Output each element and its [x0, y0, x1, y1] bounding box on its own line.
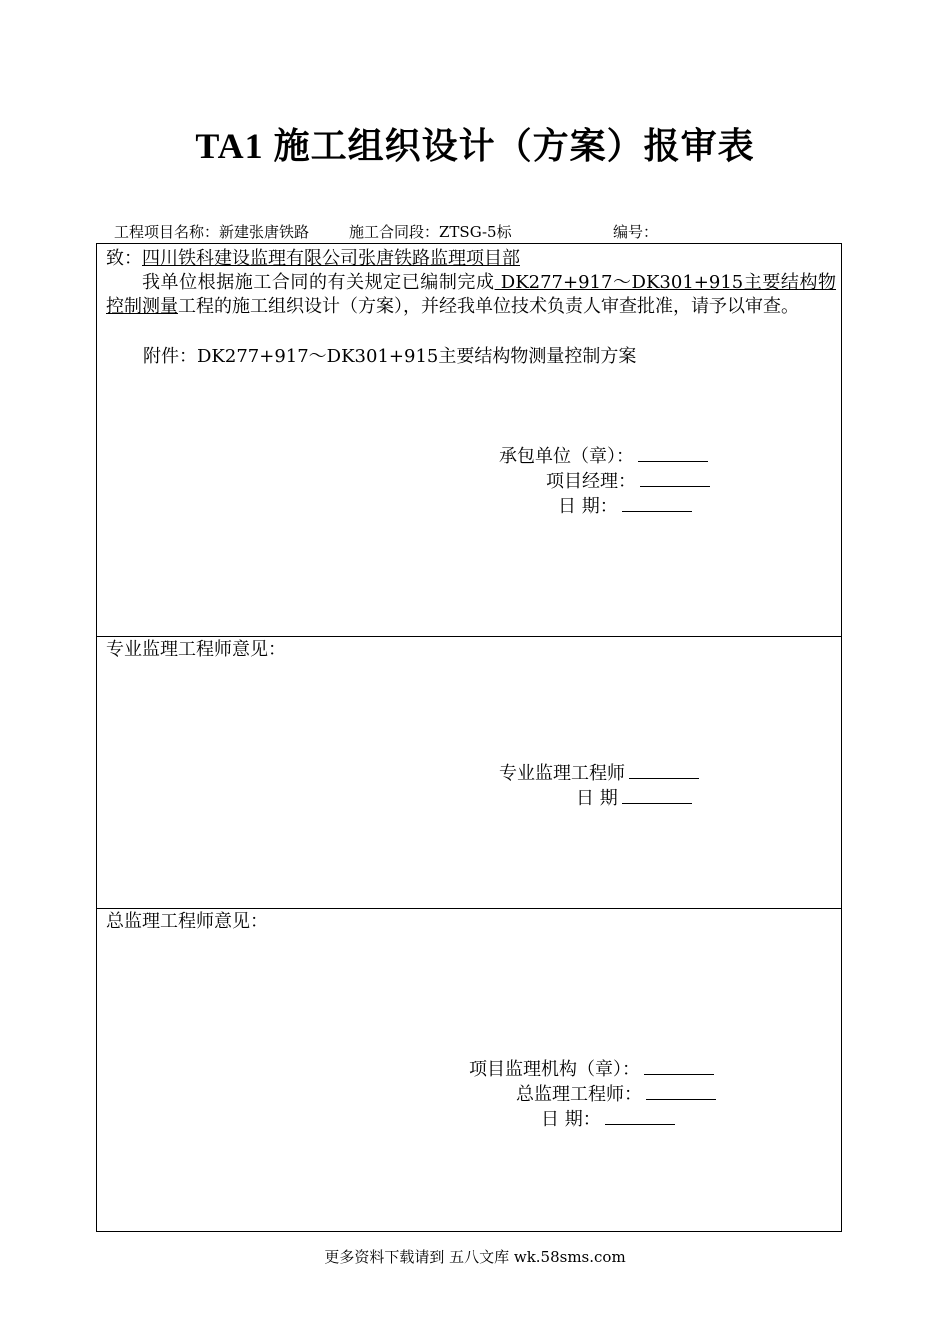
chief-date-blank — [605, 1110, 675, 1125]
specialist-signature — [499, 762, 699, 786]
addressee-line — [106, 247, 520, 271]
section-divider-2 — [97, 908, 841, 909]
org-blank — [644, 1060, 714, 1075]
contractor-date-label: 日 期： — [558, 496, 618, 517]
footer-note: 更多资料下载请到 五八文库 wk.58sms.com — [324, 1248, 626, 1266]
specialist-blank — [629, 764, 699, 779]
org-label: 项目监理机构（章）： — [469, 1059, 640, 1080]
contractor-signature — [499, 445, 708, 469]
chief-date-label: 日 期： — [541, 1109, 601, 1130]
specialist-date — [576, 787, 692, 811]
contract-section: 施工合同段：ZTSG-5标 — [349, 223, 512, 241]
org-signature — [469, 1058, 714, 1082]
chief-date — [541, 1108, 675, 1132]
manager-label: 项目经理： — [546, 471, 636, 492]
specialist-opinion-heading: 专业监理工程师意见： — [106, 639, 286, 660]
chief-signature — [516, 1083, 716, 1107]
number-label: 编号： — [613, 223, 659, 241]
contractor-date — [558, 495, 692, 519]
supervisor-company: 四川铁科建设监理有限公司张唐铁路监理项目部 — [142, 248, 520, 269]
contractor-label: 承包单位（章）： — [499, 446, 634, 467]
manager-blank — [640, 472, 710, 487]
attachment-line: 附件：DK277+917～DK301+915主要结构物测量控制方案 — [143, 346, 637, 367]
manager-signature — [546, 470, 710, 494]
chief-blank — [646, 1085, 716, 1100]
specialist-label: 专业监理工程师 — [499, 763, 625, 784]
specialist-date-label: 日 期 — [576, 788, 618, 809]
project-name: 工程项目名称：新建张唐铁路 — [114, 223, 310, 241]
contractor-date-blank — [622, 497, 692, 512]
section-divider-1 — [97, 636, 841, 637]
body-prefix: 我单位根据施工合同的有关规定已编制完成 — [142, 272, 495, 293]
chief-opinion-heading: 总监理工程师意见： — [106, 911, 268, 932]
approval-form — [96, 243, 842, 1232]
work-scope: DK277+917～DK301+915主要结构物控制测量 — [106, 272, 836, 317]
submission-paragraph — [106, 271, 836, 319]
to-label: 致： — [106, 248, 142, 269]
contractor-blank — [638, 447, 708, 462]
specialist-date-blank — [622, 789, 692, 804]
body-suffix: 工程的施工组织设计（方案），并经我单位技术负责人审查批准，请予以审查。 — [178, 296, 799, 317]
page-title: TA1 施工组织设计（方案）报审表 — [195, 126, 755, 166]
chief-label: 总监理工程师： — [516, 1084, 642, 1105]
